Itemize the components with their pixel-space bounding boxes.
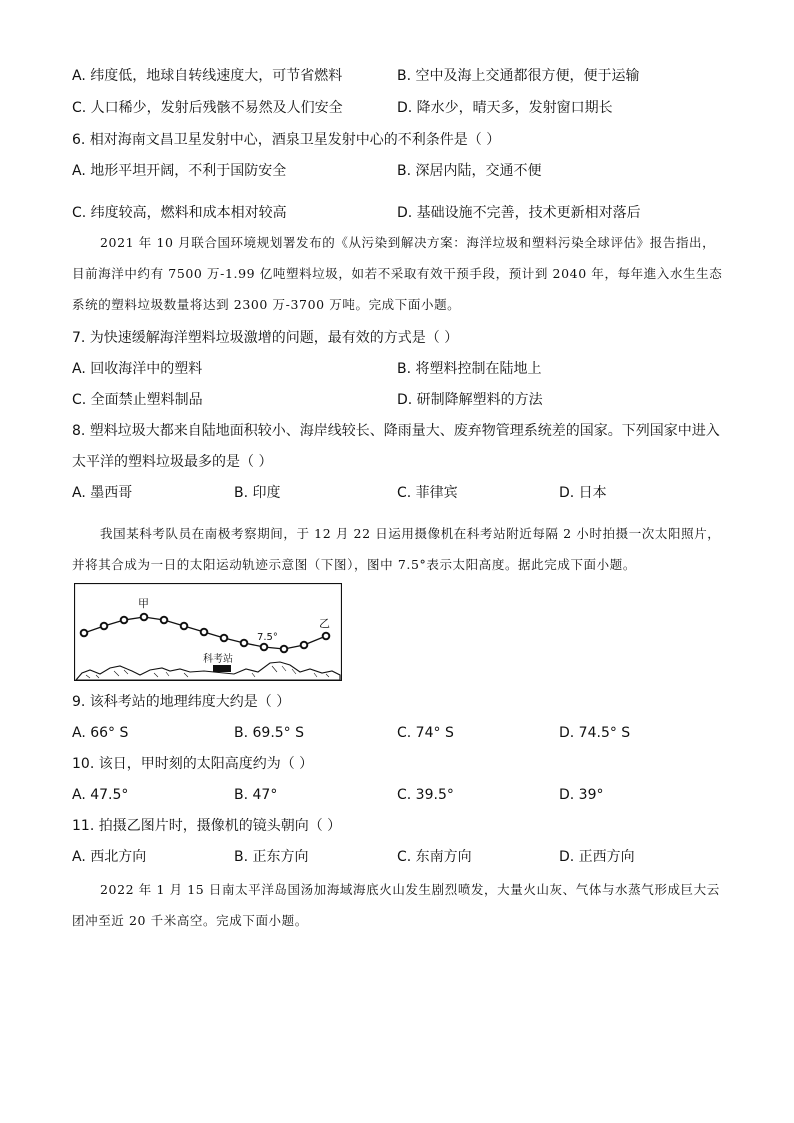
q9-option-c: C. 74° S [397, 725, 454, 741]
q8-option-c: C. 菲律宾 [397, 485, 458, 501]
q11-option-c: C. 东南方向 [397, 849, 472, 865]
q11-stem: 11. 拍摄乙图片时，摄像机的镜头朝向（ ） [72, 818, 342, 834]
sun-position [241, 640, 248, 647]
sun-position [281, 646, 288, 653]
label-angle: 7.5° [257, 632, 278, 643]
passage-plastic: 2021 年 10 月联合国环境规划署发布的《从污染到解决方案：海洋垃圾和塑料污染全球评估》报告指出，目前海洋中约有 7500 万-1.99 亿吨塑料垃圾，如若不采取有效干预手段，预计到 2040 年，每年進入水生生态系统的塑料垃圾数量将达到 2300 万-3700 万吨。完成下面小题。 [72, 235, 723, 312]
q5-option-d: D. 降水少，晴天多，发射窗口期长 [397, 100, 613, 116]
q8-stem-line1: 8. 塑料垃圾大都来自陆地面积较小、海岸线较长、降雨量大、废弃物管理系统差的国家。下列国家中进入 [72, 423, 720, 439]
sun-position [81, 630, 88, 637]
q5-option-a: A. 纬度低，地球自转线速度大，可节省燃料 [72, 68, 343, 84]
q7-option-b: B. 将塑料控制在陆地上 [397, 361, 542, 377]
station-building [213, 665, 231, 672]
passage-tonga-volcano: 2022 年 1 月 15 日南太平洋岛国汤加海域海底火山发生剧烈喷发，大量火山灰、气体与水蒸气形成巨大云团冲至近 20 千米高空。完成下面小题。 [72, 882, 720, 928]
sun-position [101, 623, 108, 630]
q8-option-b: B. 印度 [234, 485, 281, 501]
sun-position [141, 614, 148, 621]
q7-option-a: A. 回收海洋中的塑料 [72, 361, 203, 377]
q10-stem: 10. 该日，甲时刻的太阳高度约为（ ） [72, 756, 314, 772]
q10-option-d: D. 39° [559, 787, 604, 803]
q11-option-b: B. 正东方向 [234, 849, 309, 865]
sun-position [261, 644, 268, 651]
q11-option-a: A. 西北方向 [72, 849, 147, 865]
q10-option-a: A. 47.5° [72, 787, 129, 803]
q6-option-a: A. 地形平坦开阔，不利于国防安全 [72, 163, 287, 179]
sun-position [221, 635, 228, 642]
q5-option-b: B. 空中及海上交通都很方便，便于运输 [397, 68, 640, 84]
q6-stem: 6. 相对海南文昌卫星发射中心，酒泉卫星发射中心的不利条件是（ ） [72, 132, 501, 148]
q6-option-d: D. 基础设施不完善，技术更新相对落后 [397, 205, 641, 221]
q7-option-c: C. 全面禁止塑料制品 [72, 392, 203, 408]
sun-position [121, 617, 128, 624]
q6-option-b: B. 深居内陆，交通不便 [397, 163, 542, 179]
sun-position [181, 623, 188, 630]
q9-option-d: D. 74.5° S [559, 725, 631, 741]
q10-option-c: C. 39.5° [397, 787, 454, 803]
q8-stem-line2: 太平洋的塑料垃圾最多的是（ ） [72, 454, 273, 470]
sun-path-figure [74, 583, 342, 681]
passage-antarctic: 我国某科考队员在南极考察期间，于 12 月 22 日运用摄像机在科考站附近每隔 2 小时拍摄一次太阳照片，并将其合成为一日的太阳运动轨迹示意图（下图），图中 7.5°表示太阳高度。据此完成下面小题。 [72, 526, 721, 572]
q9-stem: 9. 该科考站的地理纬度大约是（ ） [72, 694, 291, 710]
q9-option-a: A. 66° S [72, 725, 129, 741]
label-jia: 甲 [138, 597, 149, 610]
sun-position [201, 629, 208, 636]
q11-option-d: D. 正西方向 [559, 849, 635, 865]
q7-stem: 7. 为快速缓解海洋塑料垃圾激增的问题，最有效的方式是（ ） [72, 330, 459, 346]
q7-option-d: D. 研制降解塑料的方法 [397, 392, 543, 408]
sun-position [323, 633, 330, 640]
q6-option-c: C. 纬度较高，燃料和成本相对较高 [72, 205, 287, 221]
q9-option-b: B. 69.5° S [234, 725, 305, 741]
label-yi: 乙 [319, 617, 330, 630]
sun-position [301, 642, 308, 649]
sun-position [161, 617, 168, 624]
q5-option-c: C. 人口稀少，发射后残骸不易然及人们安全 [72, 100, 343, 116]
q10-option-b: B. 47° [234, 787, 278, 803]
q8-option-a: A. 墨西哥 [72, 485, 133, 501]
label-station: 科考站 [203, 654, 233, 665]
q8-option-d: D. 日本 [559, 485, 607, 501]
